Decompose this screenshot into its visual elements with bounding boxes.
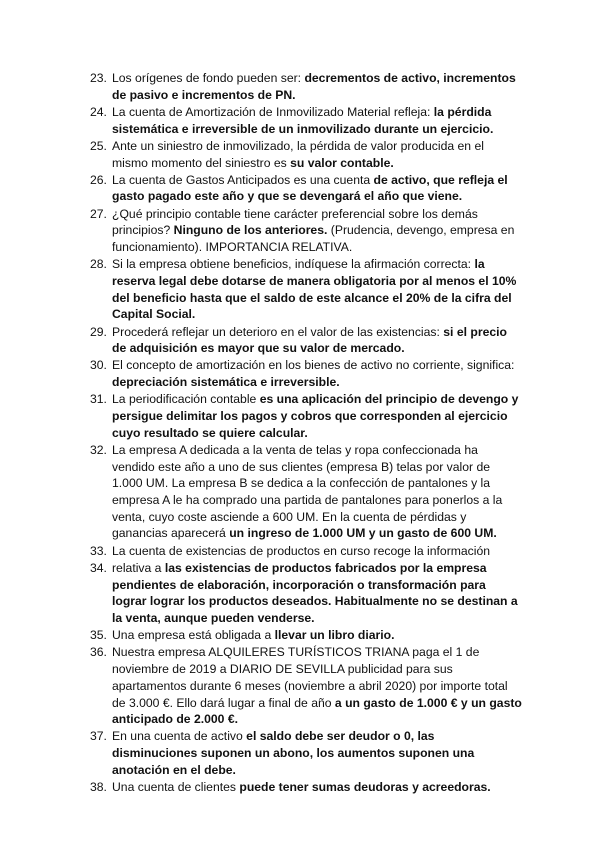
answer-text: depreciación sistemática e irreversible. bbox=[112, 375, 340, 390]
answer-text: a un gasto de 1.000 € y un gasto anticipado de 2.000 €. bbox=[112, 695, 522, 727]
list-item bbox=[90, 172, 522, 205]
question-text: En una cuenta de activo bbox=[112, 729, 247, 744]
question-text: La cuenta de Gastos Anticipados es una cuenta bbox=[112, 172, 374, 187]
answer-text: las existencias de productos fabricados por la empresa pendientes de elaboración, incorporación o transformación para lograr lograr los productos deseados. Habitualmente no se destinan a la venta, aunque pueden venderse. bbox=[112, 560, 518, 625]
question-text: Ante un siniestro de inmovilizado, la pérdida de valor producida en el mismo momento del siniestro es bbox=[112, 138, 484, 170]
list-item bbox=[90, 627, 522, 644]
answer-text: puede tener sumas deudoras y acreedoras. bbox=[239, 780, 491, 795]
item-number: 25. bbox=[90, 138, 107, 153]
item-number: 32. bbox=[90, 442, 107, 457]
item-number: 38. bbox=[90, 780, 107, 795]
question-text: Una empresa está obligada a bbox=[112, 628, 275, 643]
list-item bbox=[90, 357, 522, 390]
question-list bbox=[90, 70, 522, 796]
item-number: 28. bbox=[90, 257, 107, 272]
question-text: Procederá reflejar un deterioro en el valor de las existencias: bbox=[112, 324, 444, 339]
answer-text: la reserva legal debe dotarse de manera obligatoria por al menos el 10% del beneficio hasta que el saldo de este alcance el 20% de la cifra del Capital Social. bbox=[112, 257, 517, 322]
item-number: 30. bbox=[90, 358, 107, 373]
question-text: relativa a bbox=[112, 560, 165, 575]
item-number: 27. bbox=[90, 206, 107, 221]
list-item bbox=[90, 324, 522, 357]
list-item bbox=[90, 206, 522, 256]
answer-text: es una aplicación del principio de devengo y persigue delimitar los pagos y cobros que corresponden al ejercicio cuyo resultado se quiere calcular. bbox=[112, 392, 519, 440]
item-number: 34. bbox=[90, 560, 107, 575]
answer-text: decrementos de activo, incrementos de pasivo e incrementos de PN. bbox=[112, 71, 516, 102]
answer-text: la pérdida sistemática e irreversible de un inmovilizado durante un ejercicio. bbox=[112, 104, 494, 136]
list-item bbox=[90, 104, 522, 137]
list-item bbox=[90, 543, 522, 560]
item-number: 23. bbox=[90, 71, 107, 85]
list-item bbox=[90, 442, 522, 542]
question-text: Si la empresa obtiene beneficios, indíquese la afirmación correcta: bbox=[112, 257, 475, 272]
list-item bbox=[90, 779, 522, 796]
question-text: ¿Qué principio contable tiene carácter preferencial sobre los demás principios? bbox=[112, 206, 478, 238]
question-text: Nuestra empresa ALQUILERES TURÍSTICOS TRIANA paga el 1 de noviembre de 2019 a DIARIO DE SEVILLA publicidad para sus apartamentos durante 6 meses (noviembre a abril 2020) por importe total de 3.000 €. Ello dará lugar a final de año bbox=[112, 645, 508, 710]
list-item bbox=[90, 560, 522, 627]
question-text: La periodificación contable bbox=[112, 392, 260, 407]
item-number: 29. bbox=[90, 324, 107, 339]
item-number: 26. bbox=[90, 172, 107, 187]
answer-text: su valor contable. bbox=[290, 155, 394, 170]
question-text: (Prudencia, devengo, empresa en funcionamiento). IMPORTANCIA RELATIVA. bbox=[112, 223, 515, 255]
item-number: 37. bbox=[90, 729, 107, 744]
list-item bbox=[90, 138, 522, 171]
list-item bbox=[90, 391, 522, 441]
answer-text: si el precio de adquisición es mayor que su valor de mercado. bbox=[112, 324, 507, 356]
item-number: 24. bbox=[90, 104, 107, 119]
list-item bbox=[90, 644, 522, 728]
item-number: 31. bbox=[90, 392, 107, 407]
answer-text: Ninguno de los anteriores. bbox=[173, 223, 328, 238]
item-number: 35. bbox=[90, 628, 107, 643]
list-item bbox=[90, 256, 522, 323]
answer-text: llevar un libro diario. bbox=[274, 628, 395, 643]
answer-text: un ingreso de 1.000 UM y un gasto de 600 UM. bbox=[229, 526, 497, 541]
question-text: La cuenta de Amortización de Inmovilizado Material refleja: bbox=[112, 104, 434, 119]
answer-text: de activo, que refleja el gasto pagado este año y que se devengará el año que viene. bbox=[112, 172, 508, 204]
answer-text: el saldo debe ser deudor o 0, las disminuciones suponen un abono, los aumentos suponen una anotación en el debe. bbox=[112, 729, 475, 777]
question-text: La cuenta de existencias de productos en curso recoge la información bbox=[112, 543, 491, 558]
question-text: Una cuenta de clientes bbox=[112, 780, 240, 795]
item-number: 36. bbox=[90, 645, 107, 660]
question-text: El concepto de amortización en los bienes de activo no corriente, significa: bbox=[112, 358, 515, 373]
question-text: Los orígenes de fondo pueden ser: bbox=[112, 71, 305, 85]
question-text: La empresa A dedicada a la venta de telas y ropa confeccionada ha vendido este año a uno de sus clientes (empresa B) telas por valor de 1.000 UM. La empresa B se dedica a la confección de pantalones y la empresa A le ha comprado una partida de pantalones para ponerlos a la venta, cuyo coste asciende a 600 UM. En la cuenta de pérdidas y ganancias aparecerá bbox=[112, 442, 503, 541]
list-item bbox=[90, 70, 522, 103]
item-number: 33. bbox=[90, 543, 107, 558]
list-item bbox=[90, 728, 522, 778]
